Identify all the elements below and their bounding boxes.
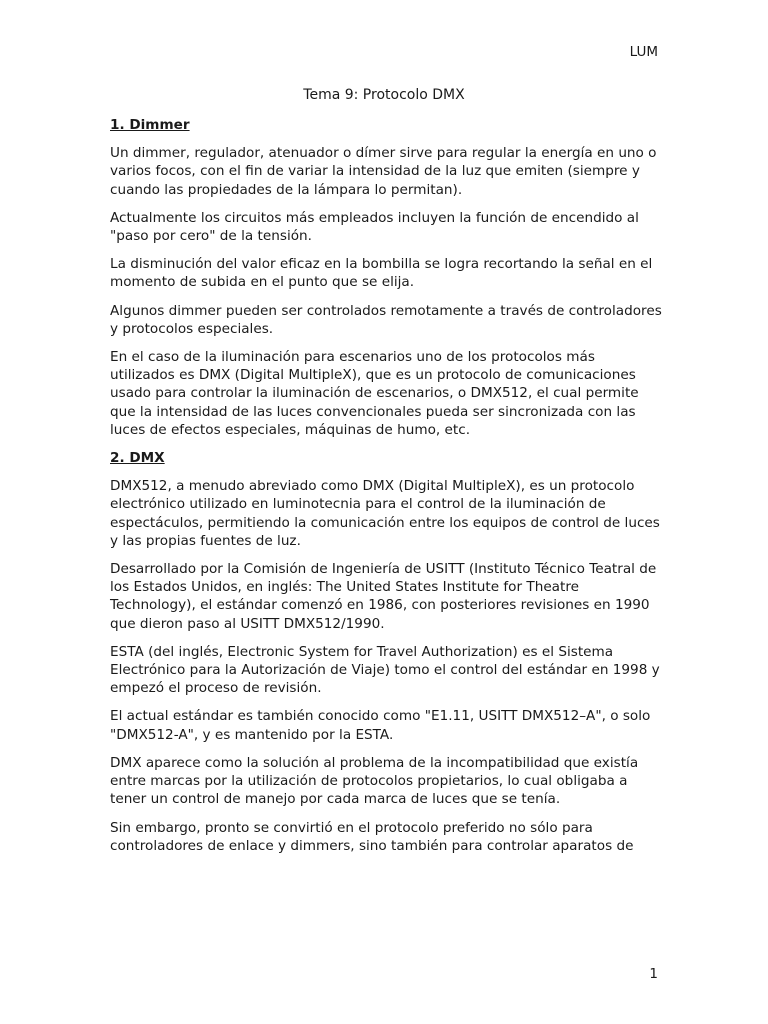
section-dmx <box>110 449 662 855</box>
paragraph: ESTA (del inglés, Electronic System for Travel Authorization) es el Sistema Electrónico para la Autorización de Viaje) tomo el control del estándar en 1998 y empezó el proceso de revisión. <box>110 643 660 697</box>
paragraph: Actualmente los circuitos más empleados incluyen la función de encendido al "paso por cero" de la tensión. <box>110 209 639 245</box>
paragraph: Algunos dimmer pueden ser controlados remotamente a través de controladores y protocolos especiales. <box>110 302 662 337</box>
section-heading-dmx: 2. DMX <box>110 450 165 467</box>
paragraph: Un dimmer, regulador, atenuador o dímer sirve para regular la energía en uno o varios focos, con el fin de variar la intensidad de la luz que emiten (siempre y cuando las propiedades de la lámpara lo permitan). <box>110 145 657 198</box>
section-dimmer <box>110 116 662 439</box>
header-author-tag: LUM <box>629 44 658 60</box>
paragraph: La disminución del valor eficaz en la bombilla se logra recortando la señal en el momento de subida en el punto que se elija. <box>110 256 653 291</box>
paragraph: DMX aparece como la solución al problema de la incompatibilidad que existía entre marcas por la utilización de protocolos propietarios, lo cual obligaba a tener un control de manejo por cada marca de luces que se tenía. <box>110 754 639 808</box>
page-title: Tema 9: Protocolo DMX <box>303 87 465 103</box>
paragraph: DMX512, a menudo abreviado como DMX (Digital MultipleX), es un protocolo electrónico utilizado en luminotecnia para el control de la iluminación de espectáculos, permitiendo la comunicación entre los equipos de control de luces y las propias fuentes de luz. <box>110 478 660 549</box>
document-body <box>110 116 662 865</box>
paragraph: Sin embargo, pronto se convirtió en el protocolo preferido no sólo para controladores de enlace y dimmers, sino también para controlar aparatos de <box>110 819 634 854</box>
section-heading-dimmer: 1. Dimmer <box>110 117 190 133</box>
paragraph: En el caso de la iluminación para escenarios uno de los protocolos más utilizados es DMX (Digital MultipleX), que es un protocolo de comunicaciones usado para controlar la iluminación de escenarios, o DMX512, el cual permite que la intensidad de las luces convencionales pueda ser sincronizada con las luces de efectos especiales, máquinas de humo, etc. <box>110 349 639 438</box>
paragraph: El actual estándar es también conocido como "E1.11, USITT DMX512–A", o solo "DMX512-A", y es mantenido por la ESTA. <box>110 708 651 743</box>
page-number: 1 <box>649 966 658 982</box>
paragraph: Desarrollado por la Comisión de Ingeniería de USITT (Instituto Técnico Teatral de los Estados Unidos, en inglés: The United States Institute for Theatre Technology), el estándar comenzó en 1986, con posteriores revisiones en 1990 que dieron paso al USITT DMX512/1990. <box>110 561 657 632</box>
